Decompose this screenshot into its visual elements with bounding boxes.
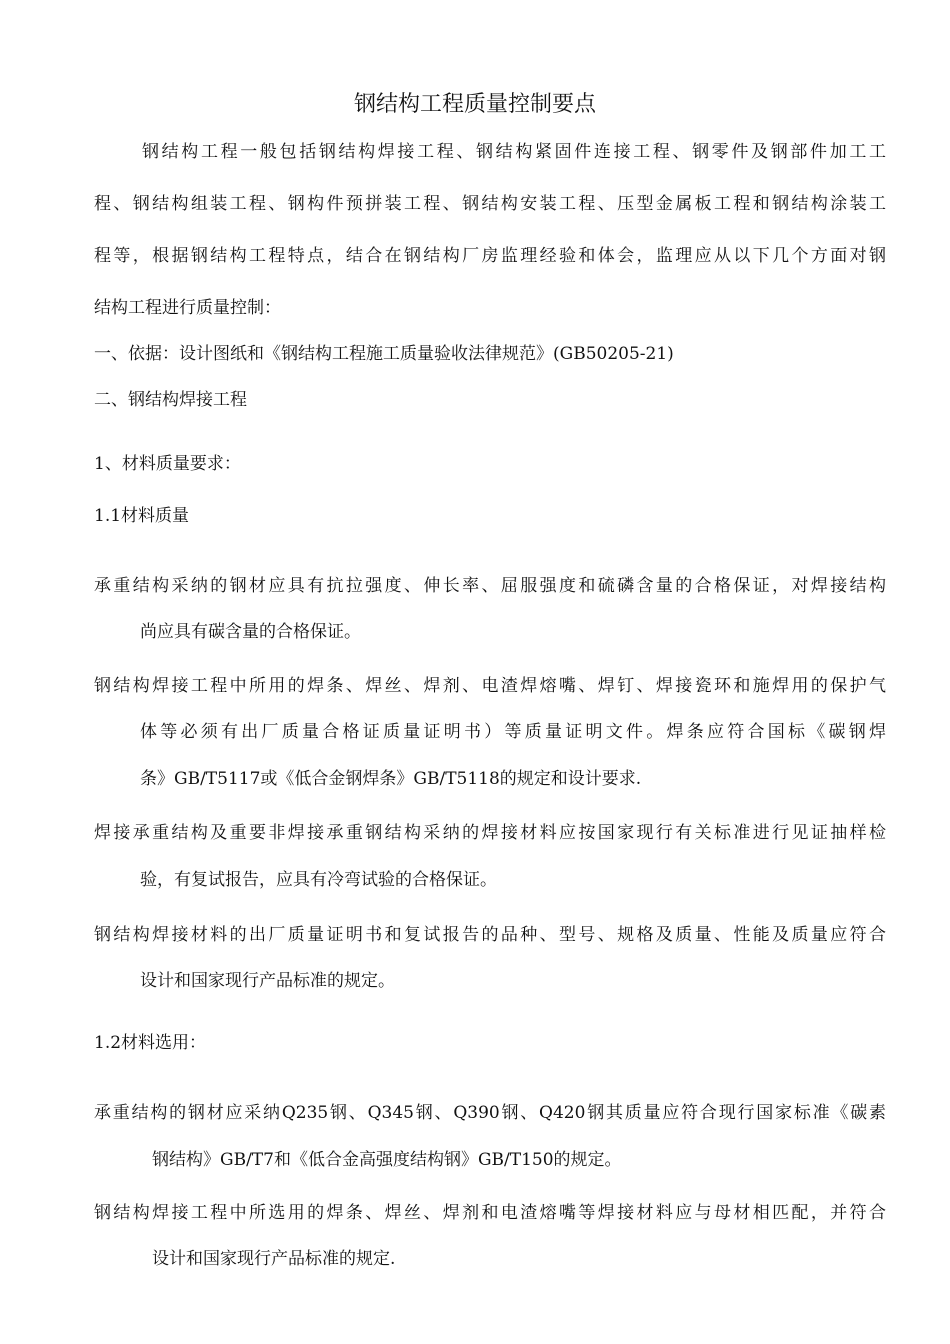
subheading-material-requirements — [94, 451, 886, 477]
paragraph-welding-consumables — [94, 673, 886, 792]
paragraph-line: 钢结构焊接材料的出厂质量证明书和复试报告的品种、型号、规格及质量、性能及质量应符合 — [94, 925, 886, 945]
basis-text: 一、依据：设计图纸和《钢结构工程施工质量验收法律规范》(GB50205-21) — [94, 344, 674, 364]
paragraph-steel-grades — [94, 1100, 886, 1173]
paragraph-line: 承重结构的钢材应采纳Q235钢、Q345钢、Q390钢、Q420钢其质量应符合现行国家标准《碳素 — [94, 1103, 886, 1123]
subheading-material-quality — [94, 503, 886, 529]
intro-line: 结构工程进行质量控制： — [94, 298, 281, 318]
paragraph-line: 体等必须有出厂质量合格证质量证明书）等质量证明文件。焊条应符合国标《碳钢焊 — [140, 722, 886, 742]
paragraph-line: 焊接承重结构及重要非焊接承重钢结构采纳的焊接材料应按国家现行有关标准进行见证抽样检 — [94, 823, 886, 843]
subheading-text: 1、材料质量要求： — [94, 454, 241, 474]
intro-line: 程等，根据钢结构工程特点，结合在钢结构厂房监理经验和体会，监理应从以下几个方面对钢 — [94, 246, 886, 266]
basis-heading — [94, 341, 886, 367]
paragraph-line: 验，有复试报告，应具有冷弯试验的合格保证。 — [140, 870, 497, 890]
paragraph-line: 设计和国家现行产品标准的规定. — [152, 1249, 396, 1269]
document-title: 钢结构工程质量控制要点 — [353, 92, 596, 117]
paragraph-quality-certificate — [94, 922, 886, 994]
section-heading-welding — [94, 387, 886, 413]
paragraph-line: 尚应具有碳含量的合格保证。 — [140, 622, 361, 642]
intro-line: 钢结构工程一般包括钢结构焊接工程、钢结构紧固件连接工程、钢零件及钢部件加工工 — [142, 142, 886, 162]
paragraph-line: 钢结构焊接工程中所选用的焊条、焊丝、焊剂和电渣熔嘴等焊接材料应与母材相匹配，并符合 — [94, 1203, 886, 1223]
paragraph-steel-guarantee — [94, 573, 886, 645]
paragraph-sampling-inspection — [94, 820, 886, 893]
intro-paragraph — [94, 139, 886, 321]
paragraph-line: 设计和国家现行产品标准的规定。 — [140, 971, 395, 991]
intro-line: 程、钢结构组装工程、钢构件预拼装工程、钢结构安装工程、压型金属板工程和钢结构涂装工 — [94, 194, 886, 214]
subheading-material-selection — [94, 1030, 886, 1056]
paragraph-material-matching — [94, 1200, 886, 1272]
paragraph-line: 承重结构采纳的钢材应具有抗拉强度、伸长率、屈服强度和硫磷含量的合格保证，对焊接结构 — [94, 576, 886, 596]
paragraph-line: 钢结构》GB/T7和《低合金高强度结构钢》GB/T150的规定。 — [152, 1150, 622, 1170]
subheading-text: 1.2材料选用： — [94, 1033, 207, 1053]
paragraph-line: 钢结构焊接工程中所用的焊条、焊丝、焊剂、电渣焊熔嘴、焊钉、焊接瓷环和施焊用的保护气 — [94, 676, 886, 696]
subheading-text: 1.1材料质量 — [94, 506, 190, 526]
paragraph-line: 条》GB/T5117或《低合金钢焊条》GB/T5118的规定和设计要求. — [140, 769, 642, 789]
section-heading-text: 二、钢结构焊接工程 — [94, 390, 247, 410]
